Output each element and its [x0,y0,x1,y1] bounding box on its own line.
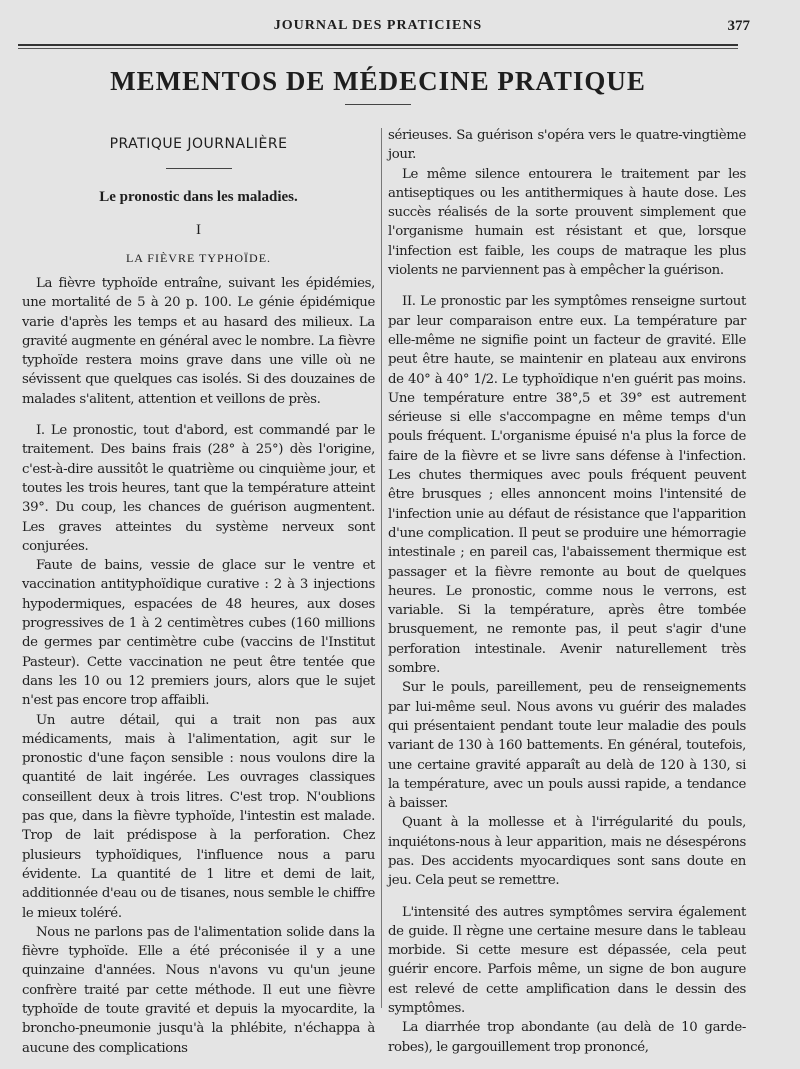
right-column [388,126,746,1057]
chapter-numeral: I [196,222,201,238]
paragraph: La diarrhée trop abondante (au delà de 10 garde-robes), le gargouillement trop prononcé, [388,1020,746,1055]
header-rule [18,44,738,46]
journal-name: JOURNAL DES PRATICIENS [273,18,483,33]
paragraph: Le même silence entourera le traitement par les antiseptiques ou les antithermiques à haute dose. Les succès réalisés de la sorte prouvent simplement que l'organisme humain est résistant et que, lorsque l'infection est faible, les coups de matraque les plus violents ne parviennent pas à empêcher la guérison. [388,166,746,279]
title-rule [345,104,411,105]
paragraph: I. Le pronostic, tout d'abord, est commandé par le traitement. Des bains frais (28° à 25°) dès l'origine, c'est-à-dire aussitôt le quatrième ou cinquième jour, et toutes les trois heures, tant que la température atteint 39°. Du coup, les chances de guérison augmentent. Les graves atteintes du système nerveux sont conjurées. [22,423,375,554]
running-head [18,18,750,40]
paragraph: Nous ne parlons pas de l'alimentation solide dans la fièvre typhoïde. Elle a été préconisée il y a une quinzaine d'années. Nous n'avons vu qu'un jeune confrère traité par cette méthode. Il eut une fièvre typhoïde de toute gravité et depuis la myocardite, la broncho-pneumonie jusqu'à la phlébite, n'échappa à aucune des complications [22,924,375,1056]
paragraph: II. Le pronostic par les symptômes renseigne surtout par leur comparaison entre eux. La température par elle-même ne signifie point un facteur de gravité. Elle peut être haute, se maintenir en plateau aux environs de 40° à 40° 1/2. Le typhoïdique n'en guérit pas moins. Une température entre 38°,5 et 39° est autrement sérieuse si elle s'accompagne en même temps d'un pouls fréquent. L'organisme épuisé n'a plus la force de faire de la fièvre et se livre sans défense à l'infection. Les chutes thermiques avec pouls fréquent peuvent être brusques ; elles annoncent moins l'intensité de l'infection unie au défaut de résistance que l'apparition d'une complication. Il peut se produire une hémorragie intestinale ; en pareil cas, l'abaissement thermique est passager et la fièvre remonte au bout de quelques heures. Le pronostic, comme nous le verrons, est variable. Si la température, après être tombée brusquement, ne remonte pas, il peut s'agir d'une perforation intestinale. Avenir naturellement très sombre. [388,294,746,677]
paragraph: Faute de bains, vessie de glace sur le ventre et vaccination antityphoïdique curative : 2 à 3 injections hypodermiques, espacées de 48 heures, aux doses progressives de 1 à 2 centimètres cubes (160 millions de germes par centimètre cube (vaccins de l'Institut Pasteur). Cette vaccination ne peut être tentée que dans les 10 ou 12 premiers jours, alors que le sujet n'est pas encore trop affaibli. [22,558,375,709]
paragraph: sérieuses. Sa guérison s'opéra vers le quatre-vingtième jour. [388,128,746,163]
page-title: MEMENTOS DE MÉDECINE PRATIQUE [110,66,646,96]
paragraph: Un autre détail, qui a trait non pas aux médicaments, mais à l'alimentation, agit sur le pronostic d'une façon sensible : nous voulons dire la quantité de lait ingérée. Les ouvrages classiques conseillent deux à trois litres. C'est trop. N'oublions pas que, dans la fièvre typhoïde, l'intestin est malade. Trop de lait prédispose à la perforation. Chez plusieurs typhoïdiques, l'influence nous a paru évidente. La quantité de 1 litre et demi de lait, additionnée d'eau ou de tisanes, nous semble le chiffre le mieux toléré. [22,712,375,921]
section-rule [166,168,232,169]
paragraph: Sur le pouls, pareillement, peu de renseignements par lui-même seul. Nous avons vu guérir des malades qui présentaient pendant toute leur maladie des pouls variant de 130 à 160 battements. En général, toutefois, une certaine gravité apparaît au delà de 120 à 130, si la température, avec un pouls aussi rapide, a tendance à baisser. [388,680,746,812]
section-heading: PRATIQUE JOURNALIÈRE [109,136,288,152]
header-rule-thin [18,48,738,49]
paragraph: Quant à la mollesse et à l'irrégularité du pouls, inquiétons-nous à leur apparition, mais ne désespérons pas. Des accidents myocardiques sont sans doute en jeu. Cela peut se remettre. [388,815,746,889]
page-number: 377 [727,18,750,34]
paragraph: La fièvre typhoïde entraîne, suivant les épidémies, une mortalité de 5 à 20 p. 100. Le génie épidémique varie d'après les temps et au hasard des milieux. La gravité augmente en général avec le nombre. La fièvre typhoïde restera moins grave dans une ville où ne sévissent que quelques cas isolés. Si des douzaines de malades s'alitent, attention et veillons de près. [22,276,375,407]
paragraph: L'intensité des autres symptômes servira également de guide. Il règne une certaine mesure dans le tableau morbide. Si cette mesure est dépassée, cela peut guérir encore. Parfois même, un signe de bon augure est relevé de cette amplification dans le dessin des symptômes. [388,904,746,1017]
chapter-subheading: LA FIÈVRE TYPHOÏDE. [125,251,272,265]
article-title: Le pronostic dans les maladies. [99,189,298,205]
column-divider [381,128,382,1008]
left-column [22,126,375,1058]
